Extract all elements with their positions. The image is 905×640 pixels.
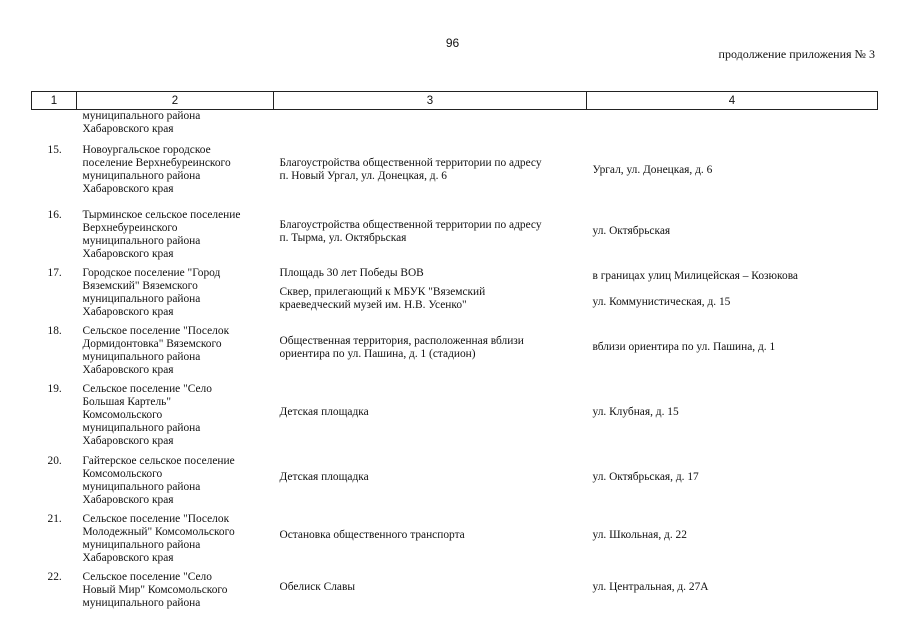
municipality-cell (77, 449, 274, 507)
address-line: Ургал, ул. Донецкая, д. 6 (592, 163, 713, 176)
header-row (32, 92, 878, 110)
municipality-line: муниципального района (82, 350, 201, 363)
municipality-line: Дормидонтовка" Вяземского (82, 337, 222, 350)
object-line: краеведческий музей им. Н.В. Усенко" (279, 299, 467, 311)
address-cell (587, 261, 878, 319)
municipality-line: Сельское поселение "Село (82, 570, 212, 583)
row-number: 20. (47, 454, 62, 467)
municipality-line: Хабаровского края (82, 123, 174, 135)
object-entry (280, 529, 587, 542)
row-number: 21. (47, 512, 62, 525)
object-entry (280, 267, 587, 280)
municipality-line: Новый Мир" Комсомольского (82, 583, 228, 596)
address-cell (587, 507, 878, 565)
object-cell (274, 138, 587, 203)
object-line: Обелиск Славы (279, 580, 356, 593)
municipality-line: Вяземский" Вяземского (82, 279, 198, 292)
municipality-line: Молодежный" Комсомольского (82, 525, 235, 538)
row-number: 19. (47, 382, 62, 395)
municipality-line: муниципального района (82, 169, 201, 182)
municipality-line: муниципального района (82, 292, 201, 305)
municipality-line: муниципального района (82, 234, 201, 247)
header-cell: 2 (77, 92, 274, 110)
address-line: ул. Школьная, д. 22 (592, 529, 687, 541)
address-cell (587, 138, 878, 203)
municipality-cell (77, 203, 274, 261)
header-cell: 3 (274, 92, 587, 110)
municipality-line: Хабаровского края (82, 551, 174, 564)
row-number: 16. (47, 208, 62, 221)
address-line: ул. Центральная, д. 27А (592, 580, 709, 593)
address-cell (587, 110, 878, 138)
object-line: Детская площадка (279, 406, 369, 418)
object-entry (280, 581, 587, 594)
address-cell (587, 565, 878, 610)
object-entry (280, 286, 587, 312)
object-line: ориентира по ул. Пашина, д. 1 (стадион) (279, 347, 476, 360)
municipality-line: Сельское поселение "Поселок (82, 512, 230, 525)
row-number (32, 110, 77, 138)
page-number: 96 (445, 36, 460, 50)
object-cell (274, 565, 587, 610)
address-line: ул. Клубная, д. 15 (592, 406, 679, 418)
municipality-line: Хабаровского края (82, 363, 174, 376)
address-cell (587, 377, 878, 449)
object-cell (274, 507, 587, 565)
address-cell (587, 319, 878, 377)
municipality-line: Верхнебуреинского (82, 221, 178, 234)
object-line: п. Новый Ургал, ул. Донецкая, д. 6 (279, 170, 447, 182)
object-line: Сквер, прилегающий к МБУК "Вяземский (279, 286, 486, 298)
object-cell (274, 377, 587, 449)
address-line: ул. Коммунистическая, д. 15 (592, 296, 731, 308)
municipality-cell (77, 110, 274, 138)
table-row (32, 261, 878, 319)
object-entry (280, 335, 587, 361)
address-line: ул. Октябрьская (592, 225, 671, 237)
object-line: Благоустройства общественной территории по адресу (279, 218, 542, 231)
table-row (32, 203, 878, 261)
header-cell: 4 (587, 92, 878, 110)
municipality-line: Хабаровского края (82, 305, 174, 318)
row-number: 18. (47, 324, 62, 337)
table-row (32, 377, 878, 449)
municipality-line: Тырминское сельское поселение (82, 208, 241, 221)
address-line: вблизи ориентира по ул. Пашина, д. 1 (592, 341, 776, 353)
continuation-note: продолжение приложения № 3 (718, 47, 875, 61)
municipality-line: Большая Картель" (82, 395, 171, 408)
municipality-cell (77, 319, 274, 377)
municipality-line: Хабаровского края (82, 182, 174, 195)
municipality-line: Хабаровского края (82, 434, 174, 447)
table-row (32, 138, 878, 203)
municipality-cell (77, 565, 274, 610)
address-line: в границах улиц Милицейская – Козюкова (592, 270, 798, 282)
object-line: Детская площадка (279, 471, 369, 483)
municipality-cell (77, 507, 274, 565)
row-number: 17. (47, 266, 62, 279)
object-cell (274, 110, 587, 138)
municipality-line: муниципального района (82, 421, 201, 434)
municipality-line: Комсомольского (82, 467, 163, 480)
address-cell (587, 203, 878, 261)
municipality-line: Городское поселение "Город (82, 266, 221, 279)
municipality-cell (77, 377, 274, 449)
object-entry (280, 157, 587, 183)
municipality-line: Сельское поселение "Село (82, 382, 212, 395)
table-row (32, 449, 878, 507)
object-cell (274, 261, 587, 319)
municipality-line: поселение Верхнебуреинского (82, 156, 231, 169)
object-line: Благоустройства общественной территории по адресу (279, 157, 542, 169)
table-row (32, 565, 878, 610)
object-entry (280, 406, 587, 419)
appendix-table (31, 91, 878, 610)
object-line: Общественная территория, расположенная вблизи (279, 334, 524, 347)
object-line: Площадь 30 лет Победы ВОВ (279, 267, 424, 279)
address-cell (587, 449, 878, 507)
object-line: Остановка общественного транспорта (279, 529, 465, 541)
municipality-line: Гайтерское сельское поселение (82, 454, 235, 467)
municipality-line: Сельское поселение "Поселок (82, 324, 230, 337)
row-number: 22. (47, 570, 62, 583)
municipality-line: муниципального района (82, 538, 201, 551)
table-row (32, 319, 878, 377)
object-cell (274, 203, 587, 261)
municipality-cell (77, 261, 274, 319)
row-number: 15. (47, 143, 62, 156)
header-cell: 1 (32, 92, 77, 110)
municipality-line: муниципального района (82, 596, 201, 609)
object-cell (274, 449, 587, 507)
object-entry (280, 219, 587, 245)
municipality-line: Новоургальское городское (82, 143, 211, 156)
municipality-line: Комсомольского (82, 408, 163, 421)
address-line: ул. Октябрьская, д. 17 (592, 471, 699, 483)
municipality-line: Хабаровского края (82, 493, 174, 506)
municipality-line: муниципального района (82, 480, 201, 493)
object-line: п. Тырма, ул. Октябрьская (279, 231, 407, 244)
object-cell (274, 319, 587, 377)
continued-row (32, 110, 878, 138)
municipality-cell (77, 138, 274, 203)
object-entry (280, 471, 587, 484)
table-body (32, 110, 878, 610)
municipality-line: Хабаровского края (82, 247, 174, 260)
municipality-line: муниципального района (82, 110, 201, 122)
table-row (32, 507, 878, 565)
